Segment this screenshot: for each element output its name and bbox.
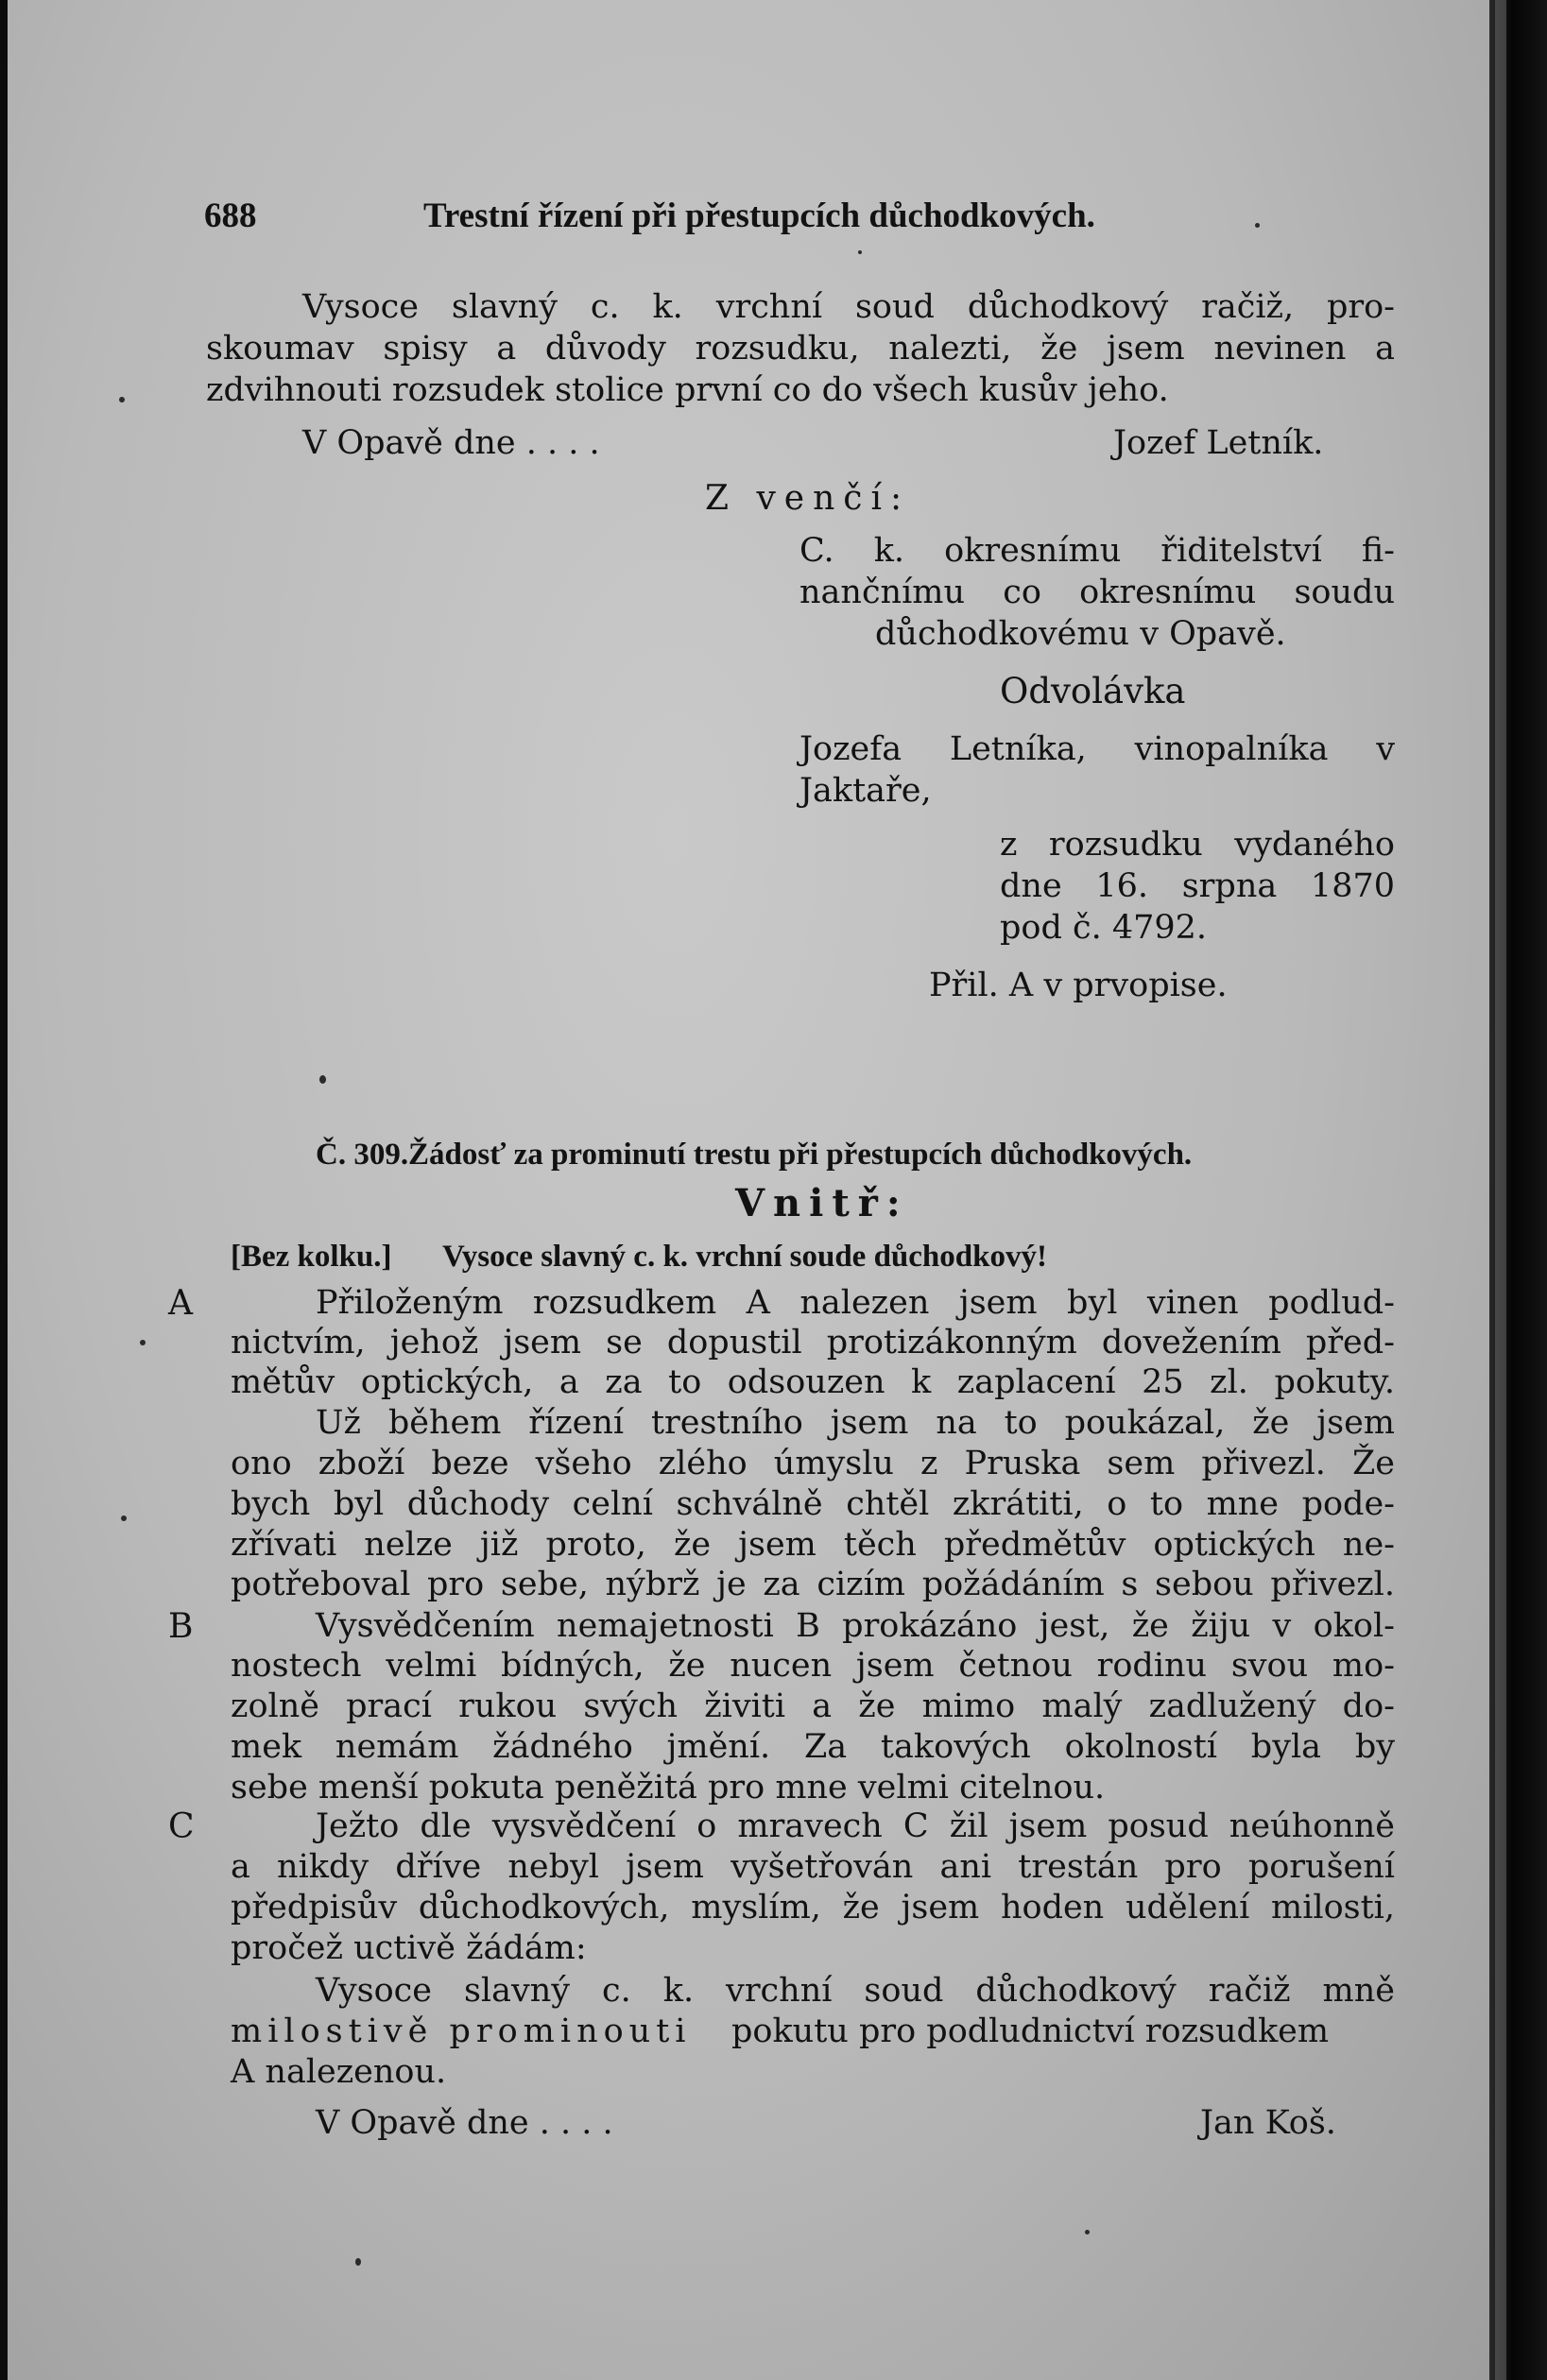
- exterior-address-3: důchodkovému v Opavě.: [875, 615, 1286, 653]
- scan-edge-strip: [1495, 0, 1506, 2380]
- scan-speck: [119, 397, 125, 402]
- letter2-line-4: Už během řízení trestního jsem na to poukázal, že jsem: [316, 1404, 1395, 1442]
- letter1-line-1: Vysoce slavný c. k. vrchní soud důchodkový račiž, pro-: [302, 288, 1395, 326]
- scan-speck: [319, 1075, 326, 1084]
- exterior-address-1: C. k. okresnímu řiditelství fi-: [799, 532, 1395, 570]
- letter2-line-13: sebe menší pokuta peněžitá pro mne velmi citelnou.: [231, 1769, 1106, 1806]
- scan-speck: [858, 250, 862, 254]
- exterior-judgment-2: dne 16. srpna 1870: [1000, 867, 1395, 905]
- letter2-line-10: nostech velmi bídných, že nucen jsem četnou rodinu svou mo-: [231, 1647, 1395, 1685]
- margin-letter-b: B: [168, 1607, 194, 1646]
- exterior-judgment-1: z rozsudku vydaného: [1000, 826, 1395, 864]
- letter2-line-19: pokutu pro podludnictví rozsudkem: [731, 2012, 1330, 2050]
- scan-speck: [355, 2258, 361, 2266]
- salutation-bracket: [Bez kolku.]: [231, 1240, 392, 1274]
- scan-speck: [121, 1515, 127, 1521]
- running-head: Trestní řízení při přestupcích důchodkových.: [423, 197, 1095, 235]
- section-number: Č. 309.: [316, 1138, 409, 1172]
- letter2-line-11: zolně prací rukou svých živiti a že mimo malý zadlužený do-: [231, 1687, 1395, 1725]
- letter2-line-18: Vysoce slavný c. k. vrchní soud důchodkový račiž mně: [316, 1972, 1395, 2010]
- letter2-line-9: Vysvědčením nemajetnosti B prokázáno jest, že žiju v okol-: [316, 1607, 1395, 1645]
- scanned-page: [8, 0, 1489, 2380]
- scan-speck: [1255, 223, 1260, 228]
- exterior-appellant-1: Jozefa Letníka, vinopalníka v: [799, 730, 1395, 768]
- letter2-signature: Jan Koš.: [1200, 2104, 1336, 2142]
- letter2-place-date: V Opavě dne . . . .: [316, 2104, 613, 2142]
- exterior-title: Odvolávka: [1000, 671, 1186, 711]
- letter2-line-14: Ježto dle vysvědčení o mravech C žil jsem posud neúhonně: [316, 1807, 1395, 1845]
- exterior-judgment-3: pod č. 4792.: [1000, 909, 1208, 947]
- letter1-line-2: skoumav spisy a důvody rozsudku, nalezti, že jsem nevinen a: [206, 330, 1395, 368]
- scan-speck: [1085, 2230, 1090, 2234]
- exterior-enclosure: Přil. A v prvopise.: [929, 967, 1228, 1004]
- margin-letter-c: C: [168, 1807, 195, 1846]
- exterior-heading: Z venčí:: [705, 479, 911, 518]
- letter2-line-3: mětův optických, a za to odsouzen k zaplacení 25 zl. pokuty.: [231, 1363, 1395, 1401]
- letter2-line-17: pročež uctivě žádám:: [231, 1929, 587, 1967]
- letter2-line-7: zřívati nelze již proto, že jsem těch předmětův optických ne-: [231, 1526, 1395, 1564]
- interior-heading: Vnitř:: [735, 1181, 909, 1225]
- exterior-appellant-2: Jaktaře,: [799, 772, 932, 810]
- letter2-line-2: nictvím, jehož jsem se dopustil protizákonným dovežením před-: [231, 1324, 1395, 1361]
- scan-speck: [140, 1340, 146, 1345]
- letter1-line-3: zdvihnouti rozsudek stolice první co do všech kusův jeho.: [206, 371, 1169, 409]
- letter2-line-5: ono zboží beze všeho zlého úmyslu z Pruska sem přivezl. Že: [231, 1445, 1395, 1482]
- letter1-place-date: V Opavě dne . . . .: [302, 424, 600, 462]
- margin-letter-a: A: [168, 1284, 193, 1323]
- letter2-line-6: bych byl důchody celní schválně chtěl zkrátiti, o to mne pode-: [231, 1485, 1395, 1523]
- letter2-line-15: a nikdy dříve nebyl jsem vyšetřován ani trestán pro porušení: [231, 1848, 1395, 1886]
- letter2-line-12: mek nemám žádného jmění. Za takových okolností byla by: [231, 1728, 1395, 1766]
- page-number: 688: [204, 197, 257, 235]
- letter1-signature: Jozef Letník.: [1113, 424, 1324, 462]
- letter2-line-16: předpisův důchodkových, myslím, že jsem hoden udělení milosti,: [231, 1889, 1395, 1926]
- letter2-line-20: A nalezenou.: [231, 2053, 447, 2091]
- letter2-spaced-phrase: milostivě prominouti: [231, 2012, 692, 2050]
- salutation: Vysoce slavný c. k. vrchní soude důchodkový!: [442, 1240, 1047, 1274]
- section-title: Žádosť za prominutí trestu při přestupcích důchodkových.: [408, 1138, 1193, 1172]
- letter2-line-8: potřeboval pro sebe, nýbrž je za cizím požádáním s sebou přivezl.: [231, 1566, 1395, 1603]
- letter2-line-1: Přiloženým rozsudkem A nalezen jsem byl vinen podlud-: [316, 1284, 1395, 1322]
- exterior-address-2: nančnímu co okresnímu soudu: [799, 574, 1395, 611]
